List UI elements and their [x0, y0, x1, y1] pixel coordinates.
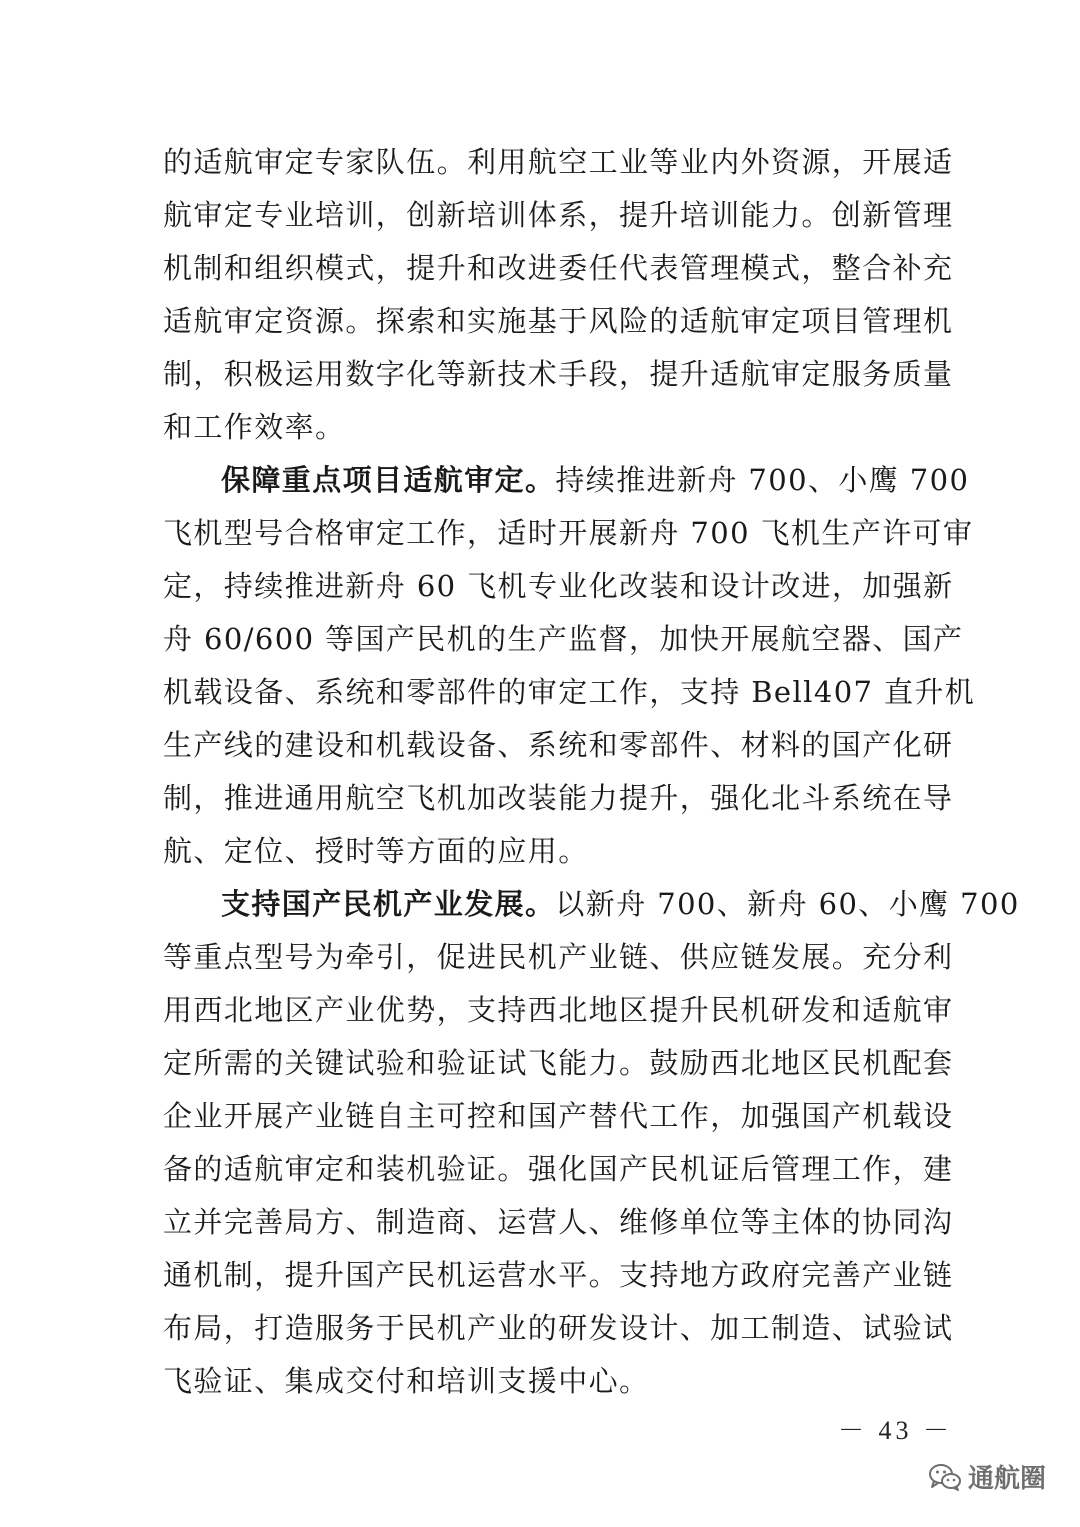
- text-line: 和工作效率。: [163, 410, 346, 444]
- wechat-icon: [928, 1462, 962, 1492]
- text-line: 用西北地区产业优势，支持西北地区提升民机研发和适航审: [163, 993, 954, 1027]
- text-line: 定，持续推进新舟 60 飞机专业化改装和设计改进，加强新: [163, 569, 954, 603]
- text-line: 等重点型号为牵引，促进民机产业链、供应链发展。充分利: [163, 940, 954, 974]
- document-body: [163, 136, 1020, 1408]
- watermark-text: 通航圈: [968, 1464, 1047, 1494]
- text-line: 的适航审定专家队伍。利用航空工业等业内外资源，开展适: [163, 145, 954, 179]
- text-line: 舟 60/600 等国产民机的生产监督，加快开展航空器、国产: [163, 622, 964, 656]
- paragraph-key-projects: [163, 454, 976, 878]
- page-number: － 43 －: [838, 1416, 954, 1445]
- text-line: 适航审定资源。探索和实施基于风险的适航审定项目管理机: [163, 304, 954, 338]
- text-line: 机载设备、系统和零部件的审定工作，支持 Bell407 直升机: [163, 675, 976, 709]
- paragraph-first-line: [163, 878, 1020, 931]
- text-line: 布局，打造服务于民机产业的研发设计、加工制造、试验试: [163, 1311, 954, 1345]
- paragraph-workforce: [163, 136, 954, 454]
- text-line: 飞验证、集成交付和培训支援中心。: [163, 1364, 650, 1398]
- text-line: 制，积极运用数字化等新技术手段，提升适航审定服务质量: [163, 357, 954, 391]
- text-line: 航审定专业培训，创新培训体系，提升培训能力。创新管理: [163, 198, 954, 232]
- text-line: 航、定位、授时等方面的应用。: [163, 834, 589, 868]
- text-line: 飞机型号合格审定工作，适时开展新舟 700 飞机生产许可审: [163, 516, 974, 550]
- text-line: 定所需的关键试验和验证试飞能力。鼓励西北地区民机配套: [163, 1046, 954, 1080]
- paragraph-first-line: [163, 454, 970, 507]
- text-span: 以新舟 700、新舟 60、小鹰 700: [555, 887, 1020, 921]
- text-line: 生产线的建设和机载设备、系统和零部件、材料的国产化研: [163, 728, 954, 762]
- text-line: 企业开展产业链自主可控和国产替代工作，加强国产机载设: [163, 1099, 954, 1133]
- text-span: 持续推进新舟 700、小鹰 700: [555, 463, 970, 497]
- text-line: 备的适航审定和装机验证。强化国产民机证后管理工作，建: [163, 1152, 954, 1186]
- paragraph-heading: 保障重点项目适航审定。: [221, 463, 556, 497]
- text-line: 通机制，提升国产民机运营水平。支持地方政府完善产业链: [163, 1258, 954, 1292]
- text-line: 立并完善局方、制造商、运营人、维修单位等主体的协同沟: [163, 1205, 954, 1239]
- paragraph-heading: 支持国产民机产业发展。: [221, 887, 556, 921]
- text-line: 制，推进通用航空飞机加改装能力提升，强化北斗系统在导: [163, 781, 954, 815]
- watermark: [928, 1458, 1046, 1495]
- paragraph-industry-development: [163, 878, 1020, 1408]
- text-line: 机制和组织模式，提升和改进委任代表管理模式，整合补充: [163, 251, 954, 285]
